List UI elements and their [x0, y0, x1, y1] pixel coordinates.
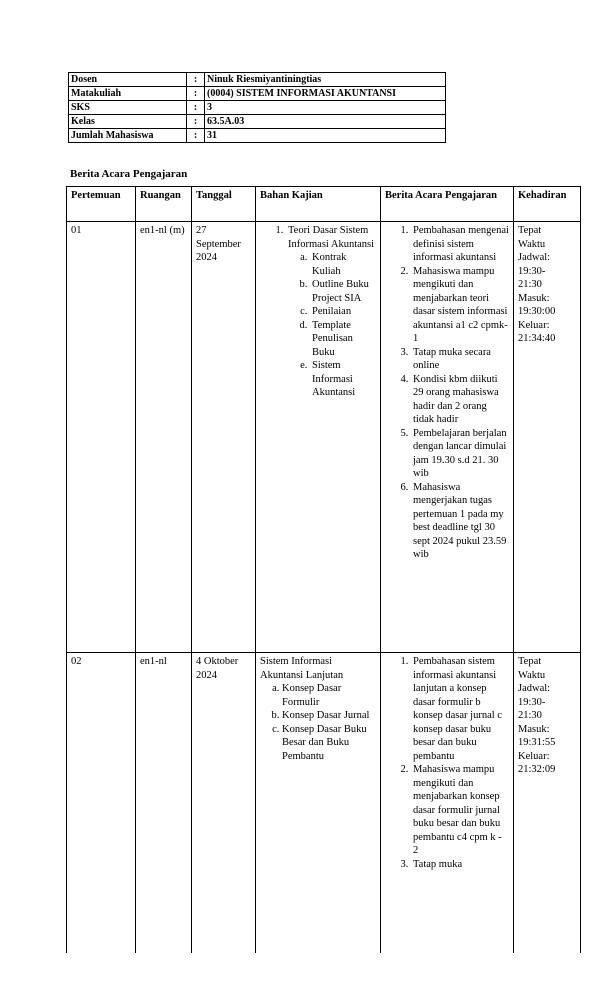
- info-value: (0004) SISTEM INFORMASI AKUNTANSI: [205, 87, 446, 101]
- berita-item: 6. Mahasiswa mengerjakan tugas pertemuan 1 pada my best deadline tgl 30 sept 2024 pukul 23.59 wib: [411, 481, 509, 562]
- info-label: SKS: [69, 101, 187, 115]
- cell-berita-acara: [381, 653, 514, 953]
- kehadiran-line: 21:30: [518, 710, 542, 721]
- cell-ruangan: en1-nl: [136, 653, 192, 953]
- cell-kehadiran: [514, 653, 581, 953]
- berita-item: 1. Pembahasan sistem informasi akuntansi lanjutan a konsep dasar formulir b konsep dasar jurnal c konsep dasar buku besar dan buku pembantu: [411, 655, 509, 763]
- bahan-intro: Sistem Informasi Akuntansi Lanjutan: [260, 656, 344, 681]
- berita-list: [385, 655, 509, 871]
- kehadiran-line: Masuk:: [518, 723, 550, 735]
- berita-list: [385, 224, 509, 562]
- info-row: [69, 129, 446, 143]
- kehadiran-line: 21:30: [518, 279, 542, 290]
- kehadiran-line: Keluar:: [518, 319, 550, 331]
- kehadiran-line: Waktu: [518, 669, 546, 681]
- bahan-list: [260, 224, 376, 400]
- kehadiran-line: 19:30-: [518, 265, 546, 277]
- kehadiran-line: Jadwal:: [518, 683, 551, 694]
- kehadiran-line: Waktu: [518, 238, 546, 250]
- course-info-table: [68, 72, 446, 143]
- info-value: 63.5A.03: [205, 115, 446, 129]
- header-kehadiran: Kehadiran: [514, 187, 581, 222]
- info-separator: :: [187, 101, 205, 115]
- bahan-sub-item: b. Outline Buku Project SIA: [310, 278, 376, 305]
- berita-item: 5. Pembelajaran berjalan dengan lancar dimulai jam 19.30 s.d 21. 30 wib: [411, 427, 509, 481]
- info-row: [69, 101, 446, 115]
- bahan-sub-item: d. Template Penulisan Buku: [310, 319, 376, 360]
- section-title: Berita Acara Pengajaran: [70, 168, 188, 180]
- bahan-sub-list: [260, 682, 376, 763]
- kehadiran-line: Masuk:: [518, 292, 550, 304]
- header-pertemuan: Pertemuan: [67, 187, 136, 222]
- kehadiran-line: Keluar:: [518, 750, 550, 762]
- kehadiran-line: 19:30-: [518, 696, 546, 708]
- bahan-item: [286, 224, 376, 400]
- table-row: [67, 653, 581, 953]
- kehadiran-line: 21:34:40: [518, 333, 556, 344]
- bahan-sub-item: b. Konsep Dasar Jurnal: [282, 709, 376, 723]
- cell-berita-acara: [381, 222, 514, 653]
- cell-bahan-kajian: [256, 222, 381, 653]
- info-label: Kelas: [69, 115, 187, 129]
- berita-item: 3. Tatap muka secara online: [411, 346, 509, 373]
- info-label: Matakuliah: [69, 87, 187, 101]
- bahan-sub-item: c. Penilaian: [310, 305, 376, 319]
- info-separator: :: [187, 129, 205, 143]
- kehadiran-line: Tepat: [518, 656, 542, 667]
- header-tanggal: Tanggal: [192, 187, 256, 222]
- cell-bahan-kajian: [256, 653, 381, 953]
- bahan-main: Teori Dasar Sistem Informasi Akuntansi: [288, 225, 375, 250]
- info-value: Ninuk Riesmiyantiningtias: [205, 73, 446, 87]
- berita-item: 1. Pembahasan mengenai definisi sistem informasi akuntansi: [411, 224, 509, 265]
- kehadiran-line: Jadwal:: [518, 252, 551, 263]
- kehadiran-line: 19:30:00: [518, 306, 556, 317]
- berita-item: 4. Kondisi kbm diikuti 29 orang mahasiswa hadir dan 2 orang tidak hadir: [411, 373, 509, 427]
- kehadiran-line: 21:32:09: [518, 764, 556, 775]
- info-row: [69, 115, 446, 129]
- info-label: Dosen: [69, 73, 187, 87]
- table-header-row: [67, 187, 581, 222]
- teaching-record-table: [66, 186, 581, 953]
- table-row: [67, 222, 581, 653]
- info-row: [69, 73, 446, 87]
- cell-ruangan: en1-nl (m): [136, 222, 192, 653]
- cell-kehadiran: [514, 222, 581, 653]
- cell-tanggal: 4 Oktober 2024: [192, 653, 256, 953]
- info-separator: :: [187, 73, 205, 87]
- info-value: 3: [205, 101, 446, 115]
- berita-item: 2. Mahasiswa mampu mengikuti dan menjabarkan teori dasar sistem informasi akuntansi a1 c2 cpmk-1: [411, 265, 509, 346]
- bahan-sub-list: [288, 251, 376, 400]
- kehadiran-line: 19:31:55: [518, 737, 556, 748]
- header-berita-acara: Berita Acara Pengajaran: [381, 187, 514, 222]
- info-row: [69, 87, 446, 101]
- info-separator: :: [187, 87, 205, 101]
- header-bahan-kajian: Bahan Kajian: [256, 187, 381, 222]
- info-label: Jumlah Mahasiswa: [69, 129, 187, 143]
- berita-item: 3. Tatap muka: [411, 858, 509, 872]
- cell-pertemuan: 01: [67, 222, 136, 653]
- bahan-sub-item: a. Konsep Dasar Formulir: [282, 682, 376, 709]
- kehadiran-line: Tepat: [518, 225, 542, 236]
- header-ruangan: Ruangan: [136, 187, 192, 222]
- bahan-sub-item: a. Kontrak Kuliah: [310, 251, 376, 278]
- berita-item: 2. Mahasiswa mampu mengikuti dan menjabarkan konsep dasar formulir jurnal buku besar dan buku pembantu c4 cpm k - 2: [411, 763, 509, 858]
- info-separator: :: [187, 115, 205, 129]
- bahan-sub-item: c. Konsep Dasar Buku Besar dan Buku Pembantu: [282, 723, 376, 764]
- bahan-sub-item: e. Sistem Informasi Akuntansi: [310, 359, 376, 400]
- info-value: 31: [205, 129, 446, 143]
- cell-tanggal: 27 September 2024: [192, 222, 256, 653]
- cell-pertemuan: 02: [67, 653, 136, 953]
